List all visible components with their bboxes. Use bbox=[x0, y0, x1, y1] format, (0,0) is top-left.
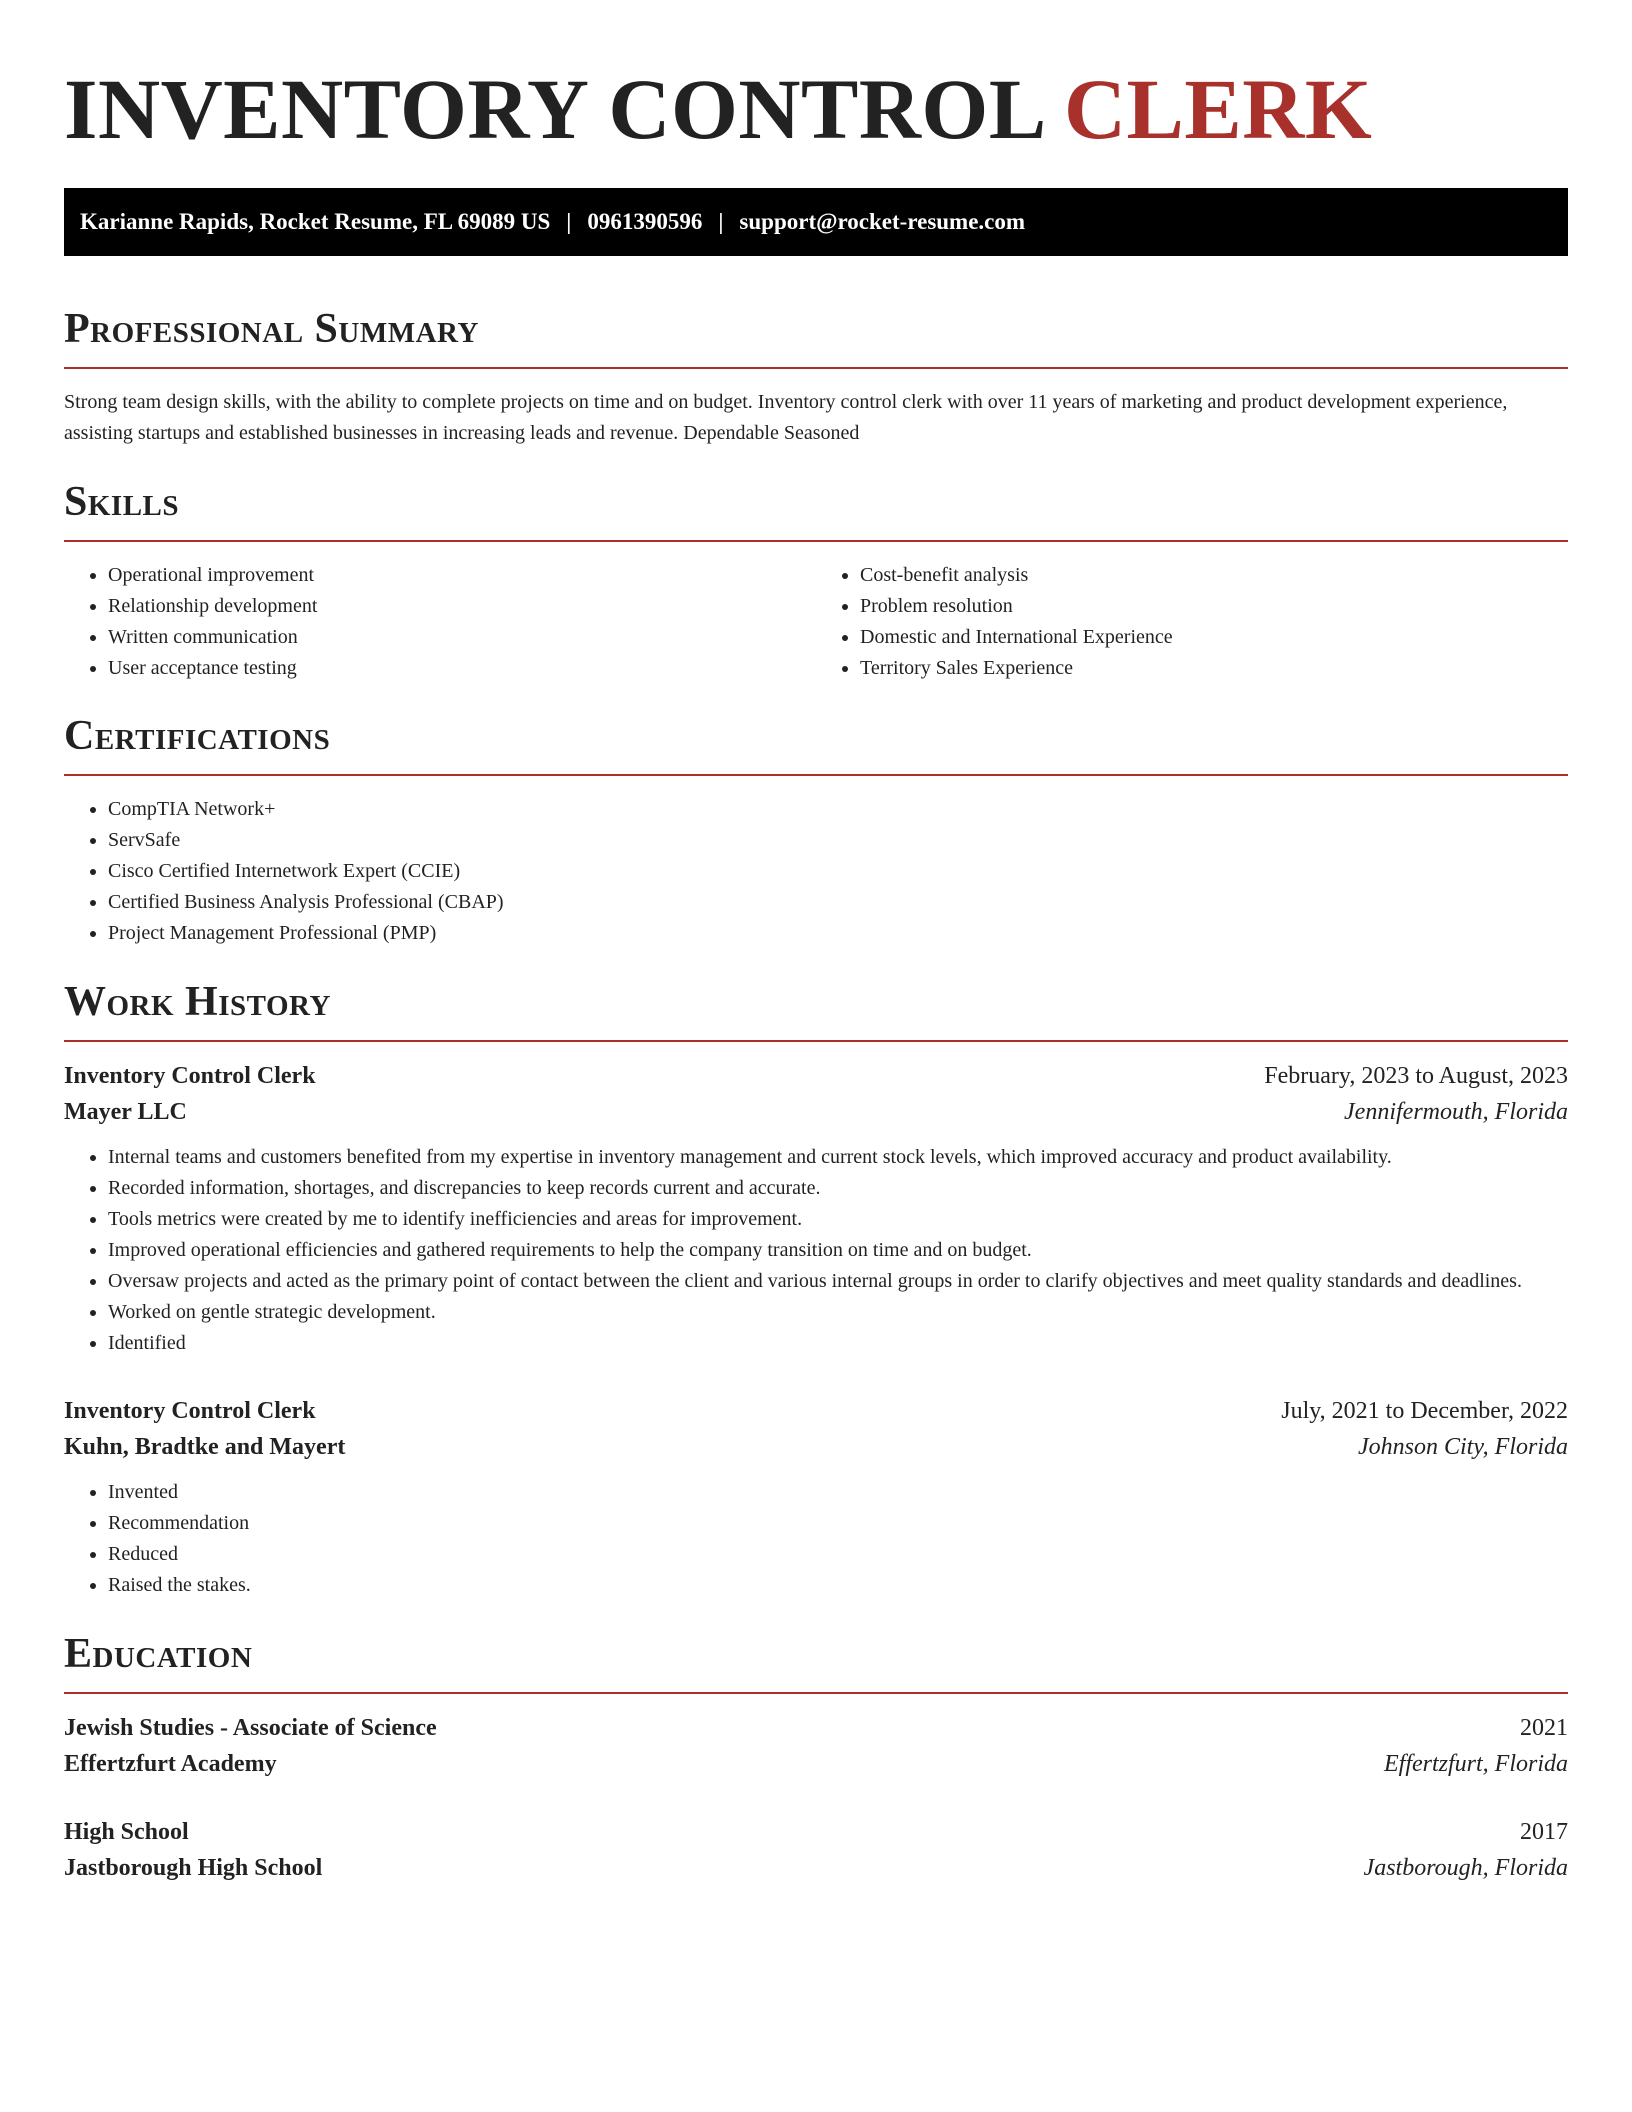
list-item: • Worked on gentle strategic development. bbox=[108, 1297, 1568, 1328]
section-divider bbox=[64, 367, 1568, 369]
list-item: • Recorded information, shortages, and discrepancies to keep records current and accurate. bbox=[108, 1173, 1568, 1204]
education-degree: Jewish Studies - Associate of Science bbox=[64, 1715, 437, 1741]
education-year: 2021 bbox=[1520, 1715, 1568, 1741]
education-location: Jastborough, Florida bbox=[1363, 1855, 1568, 1881]
skills-section bbox=[64, 481, 1568, 684]
contact-bar bbox=[64, 188, 1568, 256]
certifications-list bbox=[64, 794, 1568, 949]
summary-section bbox=[64, 308, 1568, 449]
job-company-row bbox=[64, 1094, 1568, 1130]
contact-address: Karianne Rapids, Rocket Resume, FL 69089 US bbox=[80, 209, 551, 234]
skills-list-right bbox=[816, 560, 1568, 684]
list-item: • Cisco Certified Internetwork Expert (CCIE) bbox=[108, 856, 1568, 887]
education-school: Effertzfurt Academy bbox=[64, 1751, 277, 1777]
job-dates: February, 2023 to August, 2023 bbox=[1264, 1063, 1568, 1089]
list-item: • User acceptance testing bbox=[108, 653, 816, 684]
contact-phone: 0961390596 bbox=[587, 209, 703, 234]
education-entry bbox=[64, 1710, 1568, 1782]
list-item: • Written communication bbox=[108, 622, 816, 653]
section-heading-summary: Professional Summary bbox=[64, 306, 479, 352]
education-degree: High School bbox=[64, 1819, 189, 1845]
skills-list-left bbox=[64, 560, 816, 684]
list-item: • ServSafe bbox=[108, 825, 1568, 856]
education-school-row bbox=[64, 1850, 1568, 1886]
section-heading-certifications: Certifications bbox=[64, 713, 331, 759]
education-school: Jastborough High School bbox=[64, 1855, 323, 1881]
list-item: • Identified bbox=[108, 1328, 1568, 1359]
list-item: • Internal teams and customers benefited from my expertise in inventory management and current stock levels, which improved accuracy and product availability. bbox=[108, 1142, 1568, 1173]
section-divider bbox=[64, 774, 1568, 776]
list-item: • Domestic and International Experience bbox=[860, 622, 1568, 653]
title-accent: CLERK bbox=[1063, 61, 1373, 157]
education-entry bbox=[64, 1814, 1568, 1886]
title-main: INVENTORY CONTROL bbox=[64, 61, 1042, 157]
list-item: • Territory Sales Experience bbox=[860, 653, 1568, 684]
education-section bbox=[64, 1633, 1568, 1886]
certifications-section bbox=[64, 715, 1568, 949]
skills-grid bbox=[64, 542, 1568, 684]
list-item: • Oversaw projects and acted as the primary point of contact between the client and various internal groups in order to clarify objectives and meet quality standards and deadlines. bbox=[108, 1266, 1568, 1297]
job-company: Mayer LLC bbox=[64, 1099, 187, 1125]
section-heading-work-history: Work History bbox=[64, 979, 331, 1025]
contact-email: support@rocket-resume.com bbox=[739, 209, 1026, 234]
list-item: • Raised the stakes. bbox=[108, 1570, 1568, 1601]
page-title bbox=[64, 60, 1568, 157]
list-item: • Certified Business Analysis Professional (CBAP) bbox=[108, 887, 1568, 918]
list-item: • CompTIA Network+ bbox=[108, 794, 1568, 825]
section-heading-skills: Skills bbox=[64, 479, 180, 525]
list-item: • Recommendation bbox=[108, 1508, 1568, 1539]
summary-text: Strong team design skills, with the ability to complete projects on time and on budget. Inventory control clerk with over 11 years of marketing and product development experience, assisting startups and established businesses in increasing leads and revenue. Dependable Seasoned bbox=[64, 391, 1508, 444]
job-header-row bbox=[64, 1393, 1568, 1429]
education-year: 2017 bbox=[1520, 1819, 1568, 1845]
list-item: • Relationship development bbox=[108, 591, 816, 622]
work-history-section bbox=[64, 981, 1568, 1601]
job-title: Inventory Control Clerk bbox=[64, 1063, 316, 1089]
list-item: • Operational improvement bbox=[108, 560, 816, 591]
contact-separator: | bbox=[718, 209, 724, 234]
job-bullets bbox=[64, 1477, 1568, 1601]
section-heading-education: Education bbox=[64, 1631, 253, 1677]
list-item: • Project Management Professional (PMP) bbox=[108, 918, 1568, 949]
list-item: • Problem resolution bbox=[860, 591, 1568, 622]
list-item: • Tools metrics were created by me to identify inefficiencies and areas for improvement. bbox=[108, 1204, 1568, 1235]
list-item: • Improved operational efficiencies and gathered requirements to help the company transition on time and on budget. bbox=[108, 1235, 1568, 1266]
list-item: • Reduced bbox=[108, 1539, 1568, 1570]
section-divider bbox=[64, 1692, 1568, 1694]
job-bullets bbox=[64, 1142, 1568, 1359]
education-school-row bbox=[64, 1746, 1568, 1782]
section-divider bbox=[64, 1040, 1568, 1042]
job-company-row bbox=[64, 1429, 1568, 1465]
job-entry bbox=[64, 1058, 1568, 1359]
contact-separator: | bbox=[566, 209, 572, 234]
education-header-row bbox=[64, 1814, 1568, 1850]
job-company: Kuhn, Bradtke and Mayert bbox=[64, 1434, 346, 1460]
list-item: • Invented bbox=[108, 1477, 1568, 1508]
job-header-row bbox=[64, 1058, 1568, 1094]
job-entry bbox=[64, 1393, 1568, 1601]
job-title: Inventory Control Clerk bbox=[64, 1398, 316, 1424]
list-item: • Cost-benefit analysis bbox=[860, 560, 1568, 591]
job-location: Johnson City, Florida bbox=[1358, 1434, 1568, 1460]
education-location: Effertzfurt, Florida bbox=[1383, 1751, 1568, 1777]
education-header-row bbox=[64, 1710, 1568, 1746]
job-location: Jennifermouth, Florida bbox=[1344, 1099, 1568, 1125]
job-dates: July, 2021 to December, 2022 bbox=[1281, 1398, 1568, 1424]
